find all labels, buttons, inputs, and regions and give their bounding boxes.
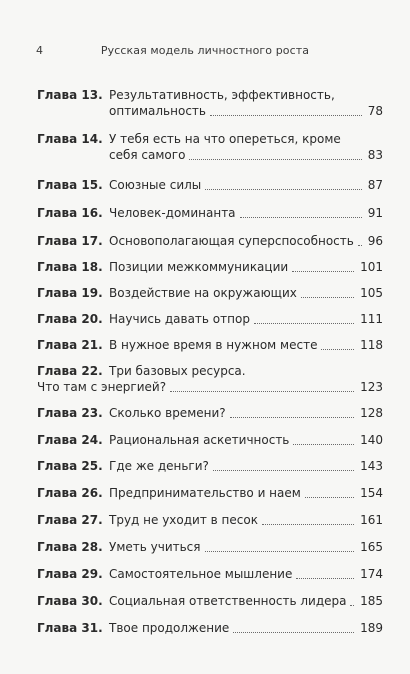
- toc-entry: [37, 458, 383, 474]
- dot-leader: [305, 497, 354, 498]
- chapter-title-line: Уметь учиться: [109, 540, 201, 554]
- page-ref: 101: [360, 260, 383, 274]
- chapter-number: Глава 27.: [37, 513, 103, 527]
- toc-line: [37, 259, 383, 275]
- toc-line: [37, 147, 383, 163]
- chapter-number: Глава 30.: [37, 594, 103, 608]
- toc-entry: [37, 259, 383, 275]
- chapter-title-line: Социальная ответственность лидера: [109, 594, 347, 608]
- chapter-title-line: Воздействие на окружающих: [109, 286, 297, 300]
- page-ref: 118: [360, 338, 383, 352]
- dot-leader: [321, 349, 354, 350]
- toc-line: [37, 131, 383, 147]
- page-ref: 96: [367, 234, 383, 248]
- page-ref: 91: [367, 206, 383, 220]
- dot-leader: [233, 632, 354, 633]
- toc-entry: [37, 205, 383, 221]
- toc-entry: [37, 285, 383, 301]
- toc-line: [37, 337, 383, 353]
- chapter-title-line: Где же деньги?: [109, 459, 209, 473]
- chapter-title-line: Предпринимательство и наем: [109, 486, 301, 500]
- page-ref: 87: [367, 178, 383, 192]
- page-ref: 78: [367, 104, 383, 118]
- dot-leader: [170, 391, 354, 392]
- chapter-number: Глава 28.: [37, 540, 103, 554]
- chapter-title-line: Основополагающая суперспособность: [109, 234, 354, 248]
- toc-entry: [37, 337, 383, 353]
- toc-line: [37, 379, 383, 395]
- toc-line: [37, 205, 383, 221]
- chapter-number: Глава 20.: [37, 312, 103, 326]
- chapter-title-line: Что там с энергией?: [37, 380, 167, 394]
- toc-line: [37, 512, 383, 528]
- dot-leader: [350, 605, 354, 606]
- toc-line: [37, 593, 383, 609]
- chapter-number: Глава 18.: [37, 260, 103, 274]
- chapter-title-line: себя самого: [109, 148, 186, 162]
- chapter-number: Глава 31.: [37, 621, 103, 635]
- chapter-number: Глава 22.: [37, 364, 103, 378]
- toc-line: [37, 363, 383, 379]
- toc-entry: [37, 566, 383, 582]
- chapter-title-line: Труд не уходит в песок: [109, 513, 258, 527]
- toc-entry: [37, 593, 383, 609]
- chapter-title-line: Позиции межкоммуникации: [109, 260, 289, 274]
- page-ref: 140: [360, 433, 383, 447]
- page-ref: 128: [360, 406, 383, 420]
- toc-line: [37, 539, 383, 555]
- page-ref: 154: [360, 486, 383, 500]
- toc-line: [37, 620, 383, 636]
- toc-entry: [37, 177, 383, 193]
- page-ref: 185: [360, 594, 383, 608]
- toc-entry: [37, 620, 383, 636]
- dot-leader: [293, 444, 354, 445]
- page-ref: 83: [367, 148, 383, 162]
- toc-line: [37, 233, 383, 249]
- chapter-number: Глава 19.: [37, 286, 103, 300]
- chapter-number: Глава 29.: [37, 567, 103, 581]
- page-ref: 143: [360, 459, 383, 473]
- dot-leader: [210, 115, 362, 116]
- toc-line: [37, 432, 383, 448]
- toc-entry: [37, 539, 383, 555]
- dot-leader: [240, 217, 362, 218]
- page-ref: 165: [360, 540, 383, 554]
- dot-leader: [213, 470, 354, 471]
- chapter-title-line: В нужное время в нужном месте: [109, 338, 318, 352]
- toc-line: [37, 285, 383, 301]
- chapter-title-line: У тебя есть на что опереться, кроме: [109, 132, 341, 146]
- toc-line: [37, 87, 383, 103]
- dot-leader: [292, 271, 354, 272]
- chapter-number: Глава 26.: [37, 486, 103, 500]
- chapter-title-line: Три базовых ресурса.: [109, 364, 246, 378]
- toc-line: [37, 103, 383, 119]
- dot-leader: [358, 245, 362, 246]
- dot-leader: [254, 323, 354, 324]
- page-ref: 161: [360, 513, 383, 527]
- chapter-title-line: Самостоятельное мышление: [109, 567, 293, 581]
- chapter-title-line: Рациональная аскетичность: [109, 433, 290, 447]
- chapter-title-line: Человек-доминанта: [109, 206, 236, 220]
- chapter-title-line: Союзные силы: [109, 178, 202, 192]
- dot-leader: [296, 578, 354, 579]
- chapter-title-line: оптимальность: [109, 104, 206, 118]
- page-number: 4: [36, 44, 43, 57]
- page-ref: 111: [360, 312, 383, 326]
- chapter-number: Глава 16.: [37, 206, 103, 220]
- running-title: Русская модель личностного роста: [100, 44, 310, 57]
- toc-line: [37, 177, 383, 193]
- chapter-number: Глава 21.: [37, 338, 103, 352]
- dot-leader: [262, 524, 354, 525]
- toc-entry: [37, 131, 383, 163]
- toc-entry: [37, 432, 383, 448]
- chapter-number: Глава 15.: [37, 178, 103, 192]
- toc-line: [37, 405, 383, 421]
- chapter-number: Глава 13.: [37, 88, 103, 102]
- chapter-number: Глава 25.: [37, 459, 103, 473]
- running-header: [36, 44, 374, 64]
- chapter-number: Глава 14.: [37, 132, 103, 146]
- toc-line: [37, 311, 383, 327]
- toc-entry: [37, 87, 383, 119]
- dot-leader: [230, 417, 354, 418]
- chapter-title-line: Результативность, эффективность,: [109, 88, 335, 102]
- toc-line: [37, 485, 383, 501]
- toc-entry: [37, 311, 383, 327]
- toc-entry: [37, 233, 383, 249]
- page-ref: 105: [360, 286, 383, 300]
- chapter-number: Глава 17.: [37, 234, 103, 248]
- chapter-title-line: Сколько времени?: [109, 406, 226, 420]
- toc-line: [37, 566, 383, 582]
- dot-leader: [189, 159, 361, 160]
- toc-entry: [37, 405, 383, 421]
- chapter-number: Глава 24.: [37, 433, 103, 447]
- toc-line: [37, 458, 383, 474]
- dot-leader: [205, 189, 361, 190]
- chapter-title-line: Научись давать отпор: [109, 312, 250, 326]
- dot-leader: [205, 551, 355, 552]
- chapter-number: Глава 23.: [37, 406, 103, 420]
- toc-entry: [37, 485, 383, 501]
- toc-entry: [37, 363, 383, 395]
- page-ref: 174: [360, 567, 383, 581]
- page-ref: 189: [360, 621, 383, 635]
- page-ref: 123: [360, 380, 383, 394]
- chapter-title-line: Твое продолжение: [109, 621, 230, 635]
- toc-entry: [37, 512, 383, 528]
- dot-leader: [301, 297, 354, 298]
